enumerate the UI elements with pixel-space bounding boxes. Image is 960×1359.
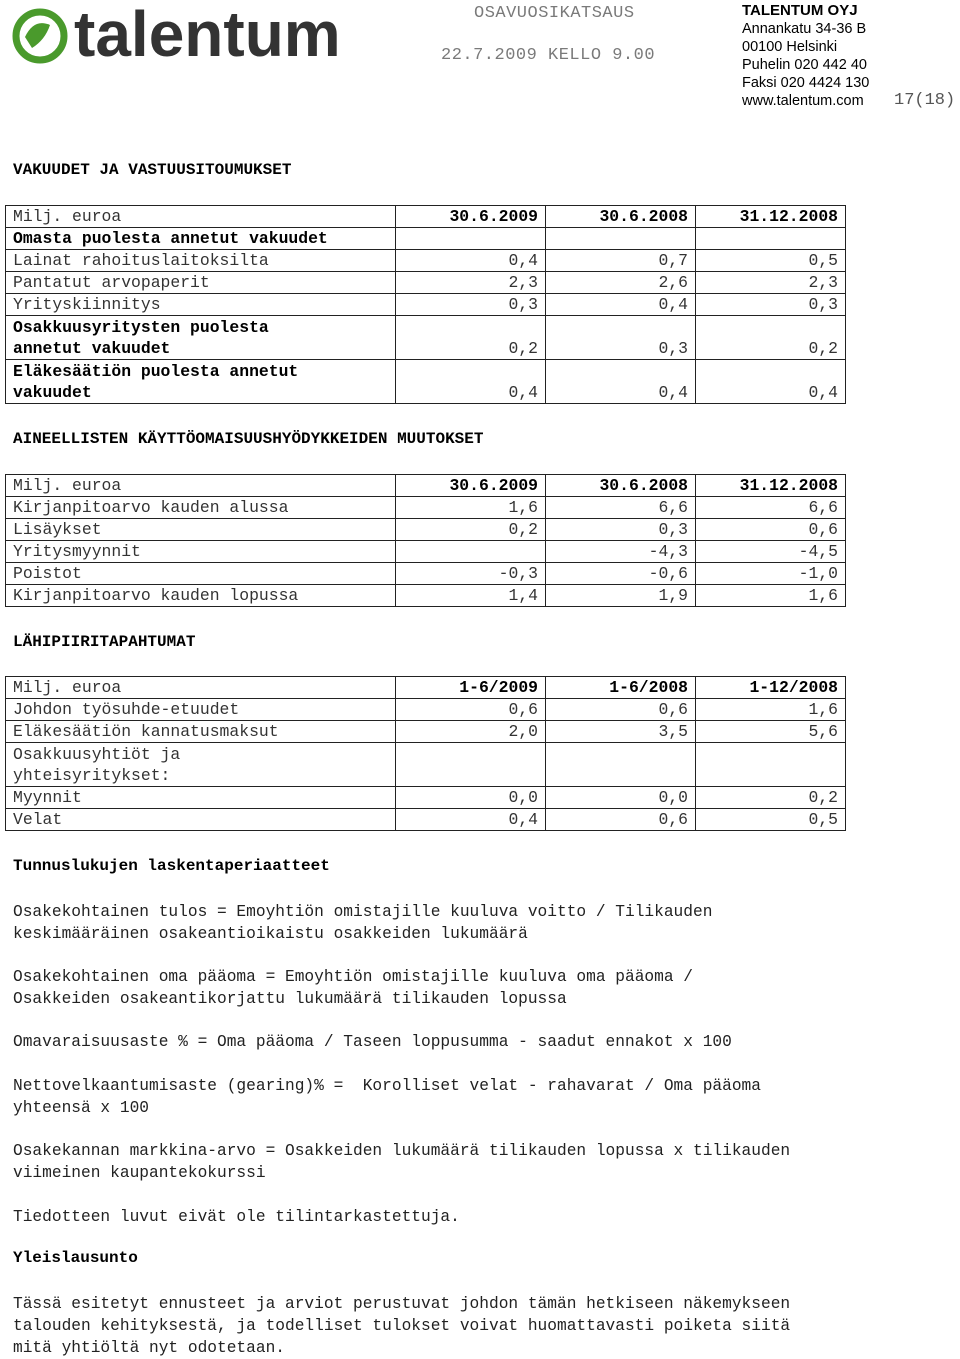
- text-line: Nettovelkaantumisaste (gearing)% = Korolliset velat - rahavarat / Oma pääoma: [13, 1077, 761, 1095]
- cell-value: -0,6: [546, 563, 696, 585]
- cell-value: -4,5: [696, 541, 846, 563]
- table-row: [6, 294, 846, 316]
- cell-value: 1,4: [396, 585, 546, 607]
- collateral-table: [5, 205, 846, 404]
- cell-value: 2,3: [696, 272, 846, 294]
- column-header: 30.6.2009: [396, 206, 546, 228]
- cell-value: 0,0: [546, 787, 696, 809]
- row-label: Yrityskiinnitys: [6, 294, 396, 316]
- company-address: Annankatu 34-36 B: [742, 21, 867, 38]
- empty-cell: [696, 228, 846, 250]
- table-row: [6, 563, 846, 585]
- table-row: [6, 699, 846, 721]
- cell-value: -0,3: [396, 563, 546, 585]
- general-statement-text: [13, 1293, 948, 1359]
- cell-value: 5,6: [696, 721, 846, 743]
- cell-value: 0,4: [396, 250, 546, 272]
- cell-value: 0,6: [546, 699, 696, 721]
- row-label: [6, 316, 396, 360]
- section-title-collateral: VAKUUDET JA VASTUUSITOUMUKSET: [13, 161, 292, 179]
- cell-value: 6,6: [696, 497, 846, 519]
- row-label: Lisäykset: [6, 519, 396, 541]
- cell-value: [396, 743, 546, 787]
- table-row: [6, 272, 846, 294]
- cell-value: [396, 541, 546, 563]
- text-line: yhteensä x 100: [13, 1099, 149, 1117]
- table-row: [6, 721, 846, 743]
- row-label: Velat: [6, 809, 396, 831]
- cell-value: 0,2: [696, 316, 846, 360]
- table-row: [6, 743, 846, 787]
- text-line: Osakkeiden osakeantikorjattu lukumäärä tilikauden lopussa: [13, 990, 567, 1008]
- gearing-definition: [13, 1075, 948, 1119]
- row-label: Eläkesäätiön kannatusmaksut: [6, 721, 396, 743]
- audit-note: Tiedotteen luvut eivät ole tilintarkastettuja.: [13, 1208, 460, 1226]
- cell-value: 6,6: [546, 497, 696, 519]
- text-line: keskimääräinen osakeantioikaistu osakkeiden lukumäärä: [13, 925, 528, 943]
- cell-value: 2,0: [396, 721, 546, 743]
- column-header: Milj. euroa: [6, 677, 396, 699]
- column-header: 30.6.2008: [546, 206, 696, 228]
- text-line: viimeinen kaupantekokurssi: [13, 1164, 266, 1182]
- cell-value: 0,4: [546, 294, 696, 316]
- text-line: talouden kehityksestä, ja todelliset tulokset voivat huomattavasti poiketa siitä: [13, 1317, 791, 1335]
- equity-ratio-definition: Omavaraisuusaste % = Oma pääoma / Taseen loppusumma - saadut ennakot x 100: [13, 1033, 732, 1051]
- text-line: Osakekohtainen tulos = Emoyhtiön omistajille kuuluva voitto / Tilikauden: [13, 903, 713, 921]
- column-header: 31.12.2008: [696, 475, 846, 497]
- row-label: [6, 360, 396, 404]
- cell-value: [546, 743, 696, 787]
- column-header: 31.12.2008: [696, 206, 846, 228]
- column-header: 30.6.2008: [546, 475, 696, 497]
- empty-cell: [396, 228, 546, 250]
- cell-value: 0,6: [396, 699, 546, 721]
- cell-value: 0,3: [696, 294, 846, 316]
- cell-value: 0,7: [546, 250, 696, 272]
- row-label: Kirjanpitoarvo kauden alussa: [6, 497, 396, 519]
- cell-value: 3,5: [546, 721, 696, 743]
- cell-value: 1,6: [396, 497, 546, 519]
- cell-value: 0,2: [396, 316, 546, 360]
- cell-value: 0,0: [396, 787, 546, 809]
- row-label: Kirjanpitoarvo kauden lopussa: [6, 585, 396, 607]
- cell-value: 0,6: [696, 519, 846, 541]
- cell-value: 0,4: [696, 360, 846, 404]
- cell-value: 0,2: [396, 519, 546, 541]
- row-label: [6, 743, 396, 787]
- cell-value: 0,2: [696, 787, 846, 809]
- cell-value: 0,3: [546, 316, 696, 360]
- table-row: [6, 541, 846, 563]
- cell-value: 0,4: [546, 360, 696, 404]
- cell-value: 0,3: [396, 294, 546, 316]
- fixed-assets-table: [5, 474, 846, 607]
- text-line: Osakekannan markkina-arvo = Osakkeiden lukumäärä tilikauden lopussa x tilikauden: [13, 1142, 791, 1160]
- section-title-related-party: LÄHIPIIRITAPAHTUMAT: [13, 633, 196, 651]
- related-party-table: [5, 676, 846, 831]
- row-label-line: annetut vakuudet: [13, 339, 171, 358]
- cell-value: 2,6: [546, 272, 696, 294]
- column-header: 1-6/2009: [396, 677, 546, 699]
- talentum-logo: [12, 4, 372, 64]
- row-label-line: vakuudet: [13, 383, 92, 402]
- cell-value: 0,5: [696, 250, 846, 272]
- cell-value: 0,4: [396, 809, 546, 831]
- release-datetime: 22.7.2009 KELLO 9.00: [441, 46, 656, 65]
- logo-wordmark: talentum: [74, 4, 341, 64]
- row-label: Pantatut arvopaperit: [6, 272, 396, 294]
- text-line: mitä yhtiöltä nyt odotetaan.: [13, 1339, 285, 1357]
- table-header-row: [6, 206, 846, 228]
- cell-value: 0,4: [396, 360, 546, 404]
- table-header-row: [6, 475, 846, 497]
- empty-cell: [546, 228, 696, 250]
- table-group-row: [6, 228, 846, 250]
- column-header: 1-12/2008: [696, 677, 846, 699]
- row-label-line: Eläkesäätiön puolesta annetut: [13, 362, 299, 381]
- section-title-general-statement: Yleislausunto: [13, 1249, 138, 1267]
- row-label: Johdon työsuhde-etuudet: [6, 699, 396, 721]
- row-label: Yritysmyynnit: [6, 541, 396, 563]
- column-header: Milj. euroa: [6, 475, 396, 497]
- eps-definition: [13, 901, 948, 945]
- cell-value: 1,9: [546, 585, 696, 607]
- section-title-fixed-assets: AINEELLISTEN KÄYTTÖOMAISUUSHYÖDYKKEIDEN MUUTOKSET: [13, 430, 484, 448]
- cell-value: 0,3: [546, 519, 696, 541]
- company-contact-block: [742, 2, 869, 111]
- table-row: [6, 497, 846, 519]
- column-header: Milj. euroa: [6, 206, 396, 228]
- text-line: Osakekohtainen oma pääoma = Emoyhtiön omistajille kuuluva oma pääoma /: [13, 968, 693, 986]
- equity-per-share-definition: [13, 966, 948, 1010]
- cell-value: 2,3: [396, 272, 546, 294]
- page-number: 17(18): [894, 91, 956, 110]
- logo-mark-icon: [16, 12, 64, 60]
- group-label: Omasta puolesta annetut vakuudet: [6, 228, 396, 250]
- table-row: [6, 519, 846, 541]
- company-postal: 00100 Helsinki: [742, 39, 838, 56]
- table-row: [6, 250, 846, 272]
- table-row: [6, 585, 846, 607]
- text-line: Tässä esitetyt ennusteet ja arviot perustuvat johdon tämän hetkiseen näkemykseen: [13, 1295, 791, 1313]
- row-label: Poistot: [6, 563, 396, 585]
- document-type: OSAVUOSIKATSAUS: [474, 4, 635, 23]
- section-title-ratio-principles: Tunnuslukujen laskentaperiaatteet: [13, 857, 330, 875]
- table-row: [6, 809, 846, 831]
- row-label-line: Osakkuusyritysten puolesta: [13, 318, 269, 337]
- table-header-row: [6, 677, 846, 699]
- row-label: Myynnit: [6, 787, 396, 809]
- column-header: 30.6.2009: [396, 475, 546, 497]
- row-label-line: yhteisyritykset:: [13, 766, 171, 785]
- cell-value: -1,0: [696, 563, 846, 585]
- company-phone: Puhelin 020 442 40: [742, 57, 867, 74]
- company-website: www.talentum.com: [742, 93, 864, 110]
- cell-value: [696, 743, 846, 787]
- column-header: 1-6/2008: [546, 677, 696, 699]
- row-label: Lainat rahoituslaitoksilta: [6, 250, 396, 272]
- cell-value: 0,6: [546, 809, 696, 831]
- table-row: [6, 787, 846, 809]
- cell-value: 1,6: [696, 585, 846, 607]
- cell-value: 1,6: [696, 699, 846, 721]
- table-row: [6, 316, 846, 360]
- market-cap-definition: [13, 1140, 948, 1184]
- company-fax: Faksi 020 4424 130: [742, 75, 870, 92]
- company-name: TALENTUM OYJ: [742, 2, 858, 19]
- cell-value: 0,5: [696, 809, 846, 831]
- cell-value: -4,3: [546, 541, 696, 563]
- table-row: [6, 360, 846, 404]
- row-label-line: Osakkuusyhtiöt ja: [13, 745, 181, 764]
